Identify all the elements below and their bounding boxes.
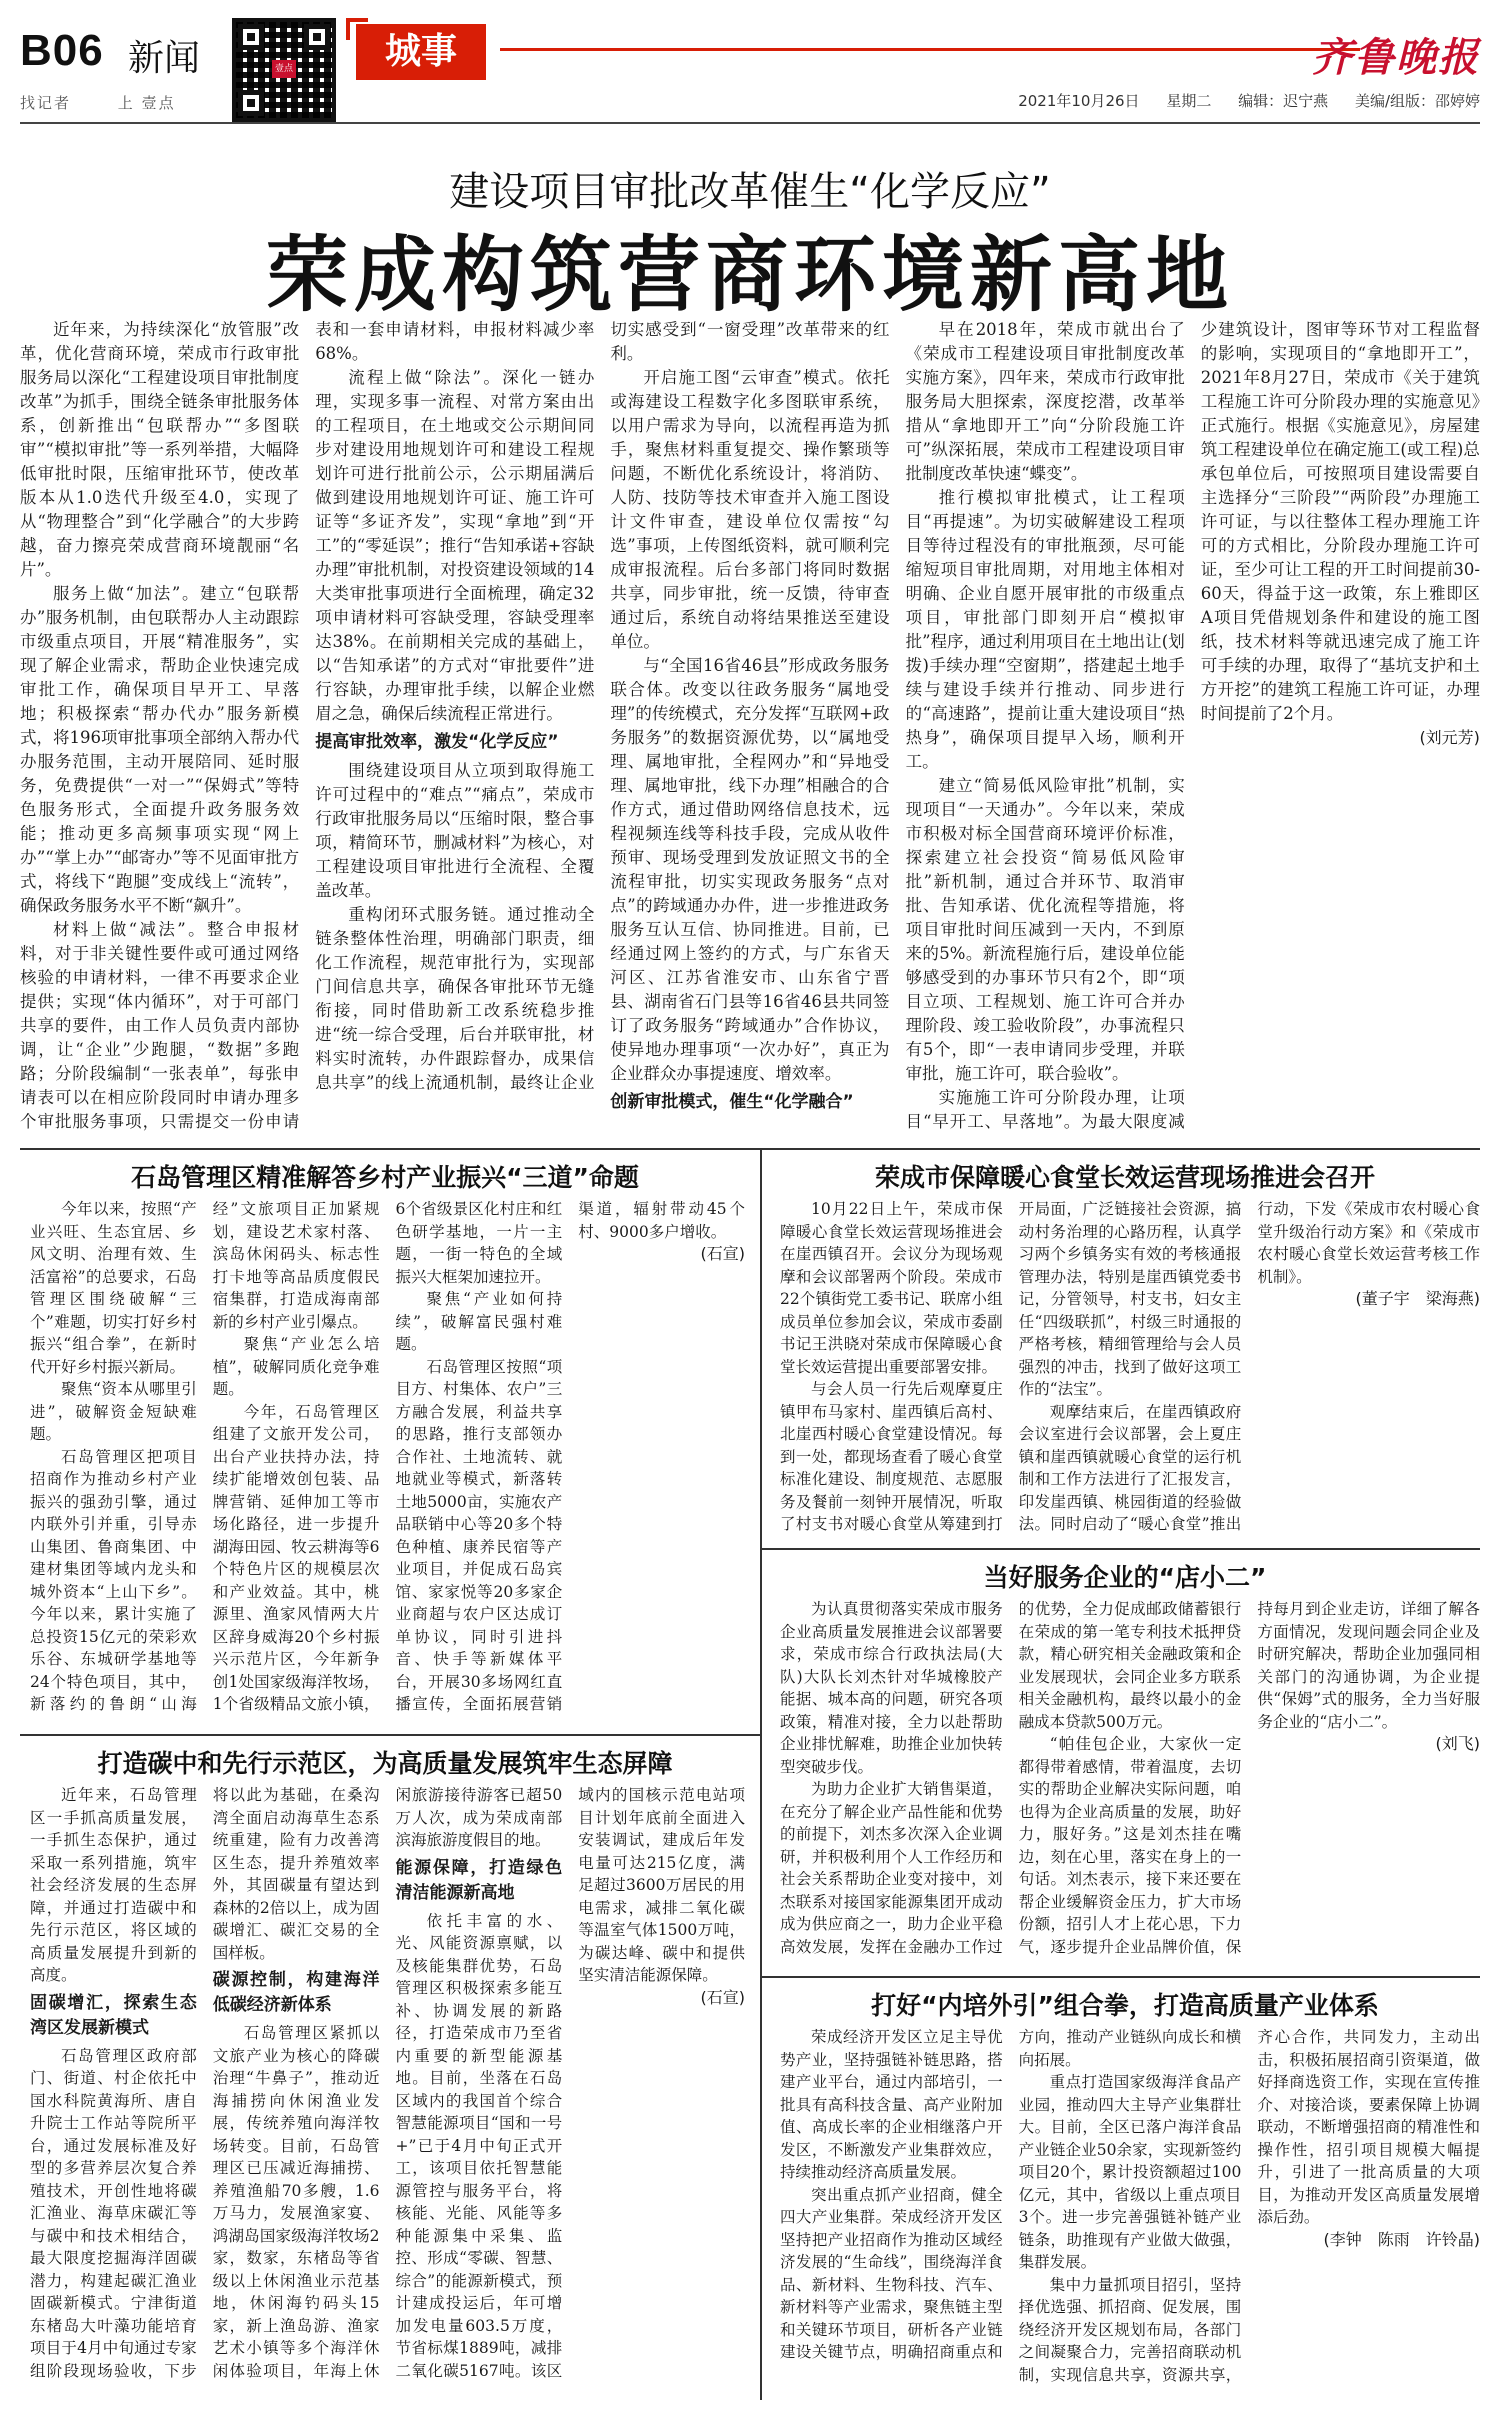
article-subhead: 能源保障，打造绿色清洁能源新高地 bbox=[395, 1857, 563, 1903]
article-paragraph: 聚焦“产业怎么培植”，破解同质化竞争难题。 bbox=[212, 1335, 380, 1398]
lead-paragraph: 材料上做“减法”。整合申报材料，对于非关键性要件或可通过网络核验的申请材料，一律不再要求企业提供；实现“体内循环”，对于可部门共享的要件，由工作人员负责内部协调，让“企业”少跑腿，“数据”多跑路；分阶段编制“一张表单”，每张申请表可以在相应阶段同时申请办理多个审批服务事项，只需提交一份申请表和一套申请材料，申报材料减少率68%。 bbox=[20, 320, 595, 1131]
lead-paragraph: 开启施工图“云审查”模式。依托或海建设工程数字化多图联审系统，以用户需求为导向，以流程再造为抓手，聚焦材料重复提交、操作繁琐等问题，不断优化系统设计，将消防、人防、技防等技术审查并入施工图设计文件审查，建设单位仅需按“勾选”事项，上传图纸资料，就可顺利完成审报流程。后台多部门将同时数据共享，同步审批，统一反馈，待审查通过后，系统自动将结果推送至建设单位。 bbox=[610, 368, 890, 651]
article-byline: (石宣) bbox=[700, 1987, 745, 2007]
divider bbox=[20, 1734, 760, 1736]
article-title: 荣成市保障暖心食堂长效运营现场推进会召开 bbox=[874, 1163, 1375, 1192]
lead-byline: (刘元芳) bbox=[1419, 728, 1480, 747]
article-industry bbox=[780, 2026, 1480, 2396]
lead-headline: 荣成构筑营商环境新高地 bbox=[265, 228, 1234, 323]
lead-paragraph: 建立“简易低风险审批”机制，实现项目“一天通办”。今年以来，荣成市积极对标全国营商环境评价标准，探索建立社会投资“简易低风险审批”新机制，通过合并环节、取消审批、告知承诺、优化流程等措施，将项目审批时间压减到一天内，不到原来的5%。新流程施行后，建设单位能够感受到的办事环节只有2个，即“项目立项、工程规划、施工许可合并办理阶段、竣工验收阶段”，办事流程只有5个，即“一表申请同步受理，并联审批，施工许可，联合验收”。 bbox=[905, 776, 1185, 1083]
masthead bbox=[20, 18, 1480, 138]
article-paragraph: 石岛管理区紧抓以文旅产业为核心的降碳治理“牛鼻子”，推动近海捕捞向休闲渔业发展，传统养殖向海洋牧场转变。目前，石岛管理区已压减近海捕捞、养殖渔船70多艘，1.6万马力，发展渔家宴、鸿湖岛国家级海洋牧场2家，数家，东楮岛等省级以上休闲渔业示范基地，休闲海钓码头15家，新上渔岛游、渔家艺术小镇等多个海洋休闲体验项目，年海上休闲旅游接待游客已超50万人次，成为荣成南部滨海旅游度假目的地。 bbox=[212, 1786, 563, 2380]
lead-subhead: 提高审批效率，激发“化学反应” bbox=[315, 732, 559, 752]
article-paragraph: 依托丰富的水、光、风能资源禀赋，以及核能集群优势，石岛管理区积极探索多能互补、协调发展的新路径，打造荣成市乃至省内重要的新型能源基地。目前，坐落在石岛区域内的我国首个综合智慧能源项目“国和一号+”已于4月中旬正式开工，该项目依托智慧能源管控与服务平台，将核能、光能、风能等多种能源集中采集、监控、形成“零碳、智慧、综合”的能源新模式，预计建成投运后，年可增加发电量603.5万度，节省标煤1889吨，减排二氧化碳5167吨。该区域内的国核示范电站项目计划年底前全面进入安装调试，建成后年发电量可达215亿度，满足超过3600万居民的用电需求，减排二氧化碳等温室气体1500万吨，为碳达峰、碳中和提供坚实清洁能源保障。 bbox=[395, 1786, 745, 2380]
lead-paragraph: 围绕建设项目从立项到取得施工许可过程中的“难点”“痛点”，荣成市行政审批服务局以“压缩时限，整合事项，精简环节，删减材料”为核心，对工程建设项目审批进行全流程、全覆盖改革。 bbox=[315, 761, 595, 900]
article-byline: (李钟 陈雨 许铃晶) bbox=[1323, 2229, 1480, 2249]
article-paragraph: 聚焦“产业如何持续”，破解富民强村难题。 bbox=[395, 1290, 563, 1353]
lead-paragraph: 流程上做“除法”。深化一链办理，实现多事一流程、对常方案由出的工程项目，在土地或交公示期间同步对建设用地规划许可和建设工程规划许可进行批前公示，公示期届满后做到建设用地规划许可证、施工许可证等“多证齐发”，实现“拿地”到“开工”的“零延误”；推行“告知承诺+容缺办理”审批机制，对投资建设领域的14大类审批事项进行全面梳理，确定32项申请材料可容缺受理，容缺受理率达38%。在前期相关完成的基础上，以“告知承诺”的方式对“审批要件”进行容缺，办理审批手续，以解企业燃眉之急，确保后续流程正常进行。 bbox=[315, 368, 595, 723]
section-tag: 城事 bbox=[356, 24, 486, 80]
article-subhead: 固碳增汇，探索生态湾区发展新模式 bbox=[30, 1992, 197, 2038]
article-byline: (董子宇 梁海燕) bbox=[1355, 1289, 1480, 1308]
article-title: 当好服务企业的“店小二” bbox=[983, 1563, 1267, 1592]
article-paragraph: 观摩结束后，在崖西镇政府会议室进行会议部署，会上夏庄镇和崖西镇就暖心食堂的运行机制和工作方法进行了汇报发言，印发崖西镇、桃园街道的经验做法。同时启动了“暖心食堂”推出行动，下发《荣成市农村暖心食堂升级治行动方案》和《荣成市农村暖心食堂长效运营考核工作机制》。 bbox=[1018, 1200, 1480, 1533]
article-shidao-sandao bbox=[30, 1198, 745, 1726]
article-paragraph: 集中力量抓项目招引，坚持择优选强、抓招商、促发展，围绕经济开发区规划布局，各部门之间凝聚合力，完善招商联动机制，实现信息共享，资源共享，齐心合作，共同发力，主动出击，积极拓展招商引资渠道，做好择商选资工作，实现在宣传推介、对接洽谈，要素保障上协调联动，不断增强招商的精准性和操作性，招引项目规模大幅提升，引进了一批高质量的大项目，为推动开发区高质量发展增添后劲。 bbox=[1018, 2028, 1480, 2384]
article-canteen bbox=[780, 1198, 1480, 1540]
dateline bbox=[996, 90, 1480, 111]
lead-paragraph: 服务上做“加法”。建立“包联帮办”服务机制，由包联帮办人主动跟踪市级重点项目，开展“精准服务”，实现了解企业需求，帮助企业快速完成审批工作，确保项目早开工、早落地；积极探索“帮办代办”服务新模式，将196项审批事项全部纳入帮办代办服务范围，主动开展陪同、延时服务，免费提供“一对一”“保姆式”等特色服务形式，全面提升政务服务效能；推动更多高频事项实现“网上办”“掌上办”“邮寄办”等不见面审批方式，将线下“跑腿”变成线上“流转”，确保政务服务水平不断“飙升”。 bbox=[20, 584, 300, 915]
editor-credit: 编辑：迟宁燕 bbox=[1238, 92, 1329, 110]
divider bbox=[762, 1976, 1480, 1978]
page-number: B06 bbox=[20, 26, 104, 75]
article-paragraph: 与会人员一行先后观摩夏庄镇甲布马家村、崖西镇后高村、北崖西村暖心食堂建设情况。每到一处，都现场查看了暖心食堂标准化建设、制度规范、志愿服务及餐前一刻钟开展情况，听取了村支书对暖心食堂从筹建到打开局面，广泛链接社会资源，搞动村务治理的心路历程，认真学习两个乡镇务实有效的考核通报管理办法，特别是崖西镇党委书记，分管领导，村支书，妇女主任“四级联抓”，村级三时通报的严格考核，精细管理给与会人员强烈的冲击，找到了做好这项工作的“法宝”。 bbox=[780, 1200, 1242, 1533]
issue-date: 2021年10月26日 bbox=[1018, 92, 1140, 110]
divider bbox=[762, 1548, 1480, 1550]
article-byline: (刘飞) bbox=[1435, 1734, 1480, 1753]
article-paragraph: “帕佳包企业，大家伙一定都得带着感情，带着温度，去切实的帮助企业解决实际问题，咱也得为企业高质量的发展，助好力，服好务。”这是刘杰挂在嘴边，刻在心里，落实在身上的一句话。刘杰表示，接下来还要在帮企业缓解资金压力，扩大市场份额，招引人才上花心思，下力气，逐步提升企业品牌价值，保持每月到企业走访，详细了解各方面情况，发现问题会同企业及时研究解决，帮助企业加强同相关部门的沟通协调，为企业提供“保姆”式的服务，全力当好服务企业的“店小二”。 bbox=[1018, 1600, 1480, 1956]
divider bbox=[20, 1148, 1480, 1150]
article-paragraph: 荣成经济开发区立足主导优势产业，坚持强链补链思路，搭建产业平台，通过内部培引，一批具有高科技含量、高产业附加值、高成长率的企业相继落户开发区，不断激发产业集群效应，持续推动经济高质量发展。 bbox=[780, 2028, 1003, 2181]
article-paragraph: 石岛管理区政府部门、街道、村企依托中国水科院黄海所、唐自升院士工作站等院所平台，通过发展标准及好型的多营养层次复合养殖技术，开创性地将碳汇渔业、海草床碳汇等与碳中和技术相结合，最大限度挖掘海洋固碳潜力，构建起碳汇渔业固碳新模式。宁津街道东楮岛大叶藻功能培育项目于4月中旬通过专家组阶段现场验收，下步将以此为基础，在桑沟湾全面启动海草生态系统重建，险有力改善湾区生态，提升养殖效率外，其固碳量有望达到森林的2倍以上，成为固碳增汇、碳汇交易的全国样板。 bbox=[30, 1786, 380, 2380]
top-red-rule bbox=[500, 48, 1360, 51]
article-shop-helper bbox=[780, 1598, 1480, 1968]
article-paragraph: 聚焦“资本从哪里引进”，破解资金短缺难题。 bbox=[30, 1380, 197, 1443]
lead-kicker: 建设项目审批改革催生“化学反应” bbox=[449, 169, 1051, 215]
designer-credit: 美编/组版：邵婷婷 bbox=[1354, 92, 1480, 110]
article-paragraph: 今年，石岛管理区组建了文旅开发公司，出台产业扶持办法，持续扩能增效创包装、品牌营销、延伸加工等市场化路径，进一步提升湖海田园、牧云耕海等6个特色片区的规模层次和产业效益。其中，桃源里、渔家风情两大片区辞身威海20个乡村振兴示范片区，今年新争创1处国家级海洋牧场，1个省级精品文旅小镇，6个省级景区化村庄和红色研学基地，一片一主题，一街一特色的全域振兴大框架加速拉开。 bbox=[212, 1200, 563, 1713]
article-paragraph: 石岛管理区按照“项目方、村集体、农户”三方融合发展，利益共享的思路，推行支部领办合作社、土地流转、就地就业等模式，新落转土地5000亩，实施农产品联销中心等20多个特色种植、康养民宿等产业项目，并促成石岛宾馆、家家悦等20多家企业商超与农户区达成订单协议，同时引进抖音、快手等新媒体平台，开展30多场网红直播宣传，全面拓展营销渠道，辐射带动45个村、9000多户增收。 bbox=[395, 1200, 745, 1713]
article-paragraph: 为认真贯彻落实荣成市服务企业高质量发展推进会议部署要求，荣成市综合行政执法局(大队)大队长刘杰针对华城橡胶产能据、城本高的问题，研究各项政策，精准对接，全力以赴帮助企业排忧解难，助推企业加快转型突破步伐。 bbox=[780, 1600, 1003, 1776]
article-paragraph: 石岛管理区把项目招商作为推动乡村产业振兴的强劲引擎，通过内联外引并重，引导赤山集团、鲁商集团、中建材集团等域内龙头和城外资本“上山下乡”。今年以来，累计实施了总投资15亿元的荣彩欢乐谷、东城研学基地等24个特色项目，其中，新落约的鲁朗“山海经”文旅项目正加紧规划，建设艺术家村落、滨岛休闲码头、标志性打卡地等高品质度假民宿集群，打造成海南部新的乡村产业引爆点。 bbox=[30, 1200, 380, 1713]
lead-paragraph: 早在2018年，荣成市就出台了《荣成市工程建设项目审批制度改革实施方案》，四年来，荣成市行政审批服务局大胆探索，深度挖潜，改革举措从“拿地即开工”向“分阶段施工许可”纵深拓展，荣成市工程建设项目审批制度改革快速“蝶变”。 bbox=[905, 320, 1185, 483]
article-paragraph: 为助力企业扩大销售渠道，在充分了解企业产品性能和优势的前提下，刘杰多次深入企业调研，并积极利用个人工作经历和社会关系帮助企业变对接中，刘杰联系对接国家能源集团开成动成为供应商之一，助力企业平稳高效发展，发挥在金融办工作过的优势，全力促成邮政储蓄银行在荣成的第一笔专利技术抵押贷款，精心研究相关金融政策和企业发展现状，会同企业多方联系相关金融机构，最终以最小的金融成本贷款500万元。 bbox=[780, 1600, 1242, 1956]
article-paragraph: 今年以来，按照“产业兴旺、生态宜居、乡风文明、治理有效、生活富裕”的总要求，石岛管理区围绕破解“三个”难题，切实打好乡村振兴“组合拳”，在新时代开好乡村振兴新局。 bbox=[30, 1200, 197, 1376]
lead-paragraph: 实施施工许可分阶段办理，让项目“早开工、早落地”。为最大限度减少建筑设计，图审等环节对工程监督的影响，实现项目的“拿地即开工”，2021年8月27日，荣成市《关于建筑工程施工许可分阶段办理的实施意见》正式施行。根据《实施意见》，房屋建筑工程建设单位在确定施工(或工程)总承包单位后，可按照项目建设需要自主选择分“三阶段”“两阶段”办理施工许可证，与以往整体工程办理施工许可的方式相比，分阶段办理施工许可证，至少可让工程的开工时间提前30-60天，得益于这一政策，东上雅即区A项目凭借规划条件和建设的施工图纸，技术材料等就迅速完成了施工许可手续的办理，取得了“基坑支护和土方开挖”的建筑工程施工许可证，办理时间提前了2个月。 bbox=[905, 320, 1480, 1131]
app-label: 上 壹点 bbox=[117, 94, 176, 112]
article-paragraph: 重点打造国家级海洋食品产业园，推动四大主导产业集群壮大。目前，全区已落户海洋食品产业链企业50余家，实现新签约项目20个，累计投资额超过100亿元，其中，省级以上重点项目3个。进一步完善强链补链产业链条，助推现有产业做大做强，集群发展。 bbox=[1018, 2073, 1242, 2271]
article-paragraph: 近年来，石岛管理区一手抓高质量发展，一手抓生态保护，通过采取一系列措施，筑牢社会经济发展的生态屏障，并通过打造碳中和先行示范区，将区域的高质量发展提升到新的高度。 bbox=[30, 1786, 197, 1984]
column-divider bbox=[760, 1150, 762, 2400]
lead-paragraph: 近年来，为持续深化“放管服”改革，优化营商环境，荣成市行政审批服务局以深化“工程建设项目审批制度改革”为抓手，围绕全链条审批服务体系，创新推出“包联帮办”“多图联审”“模拟审批”等一系列举措，大幅降低审批时限，压缩审批环节，使改革版本从1.0迭代升级至4.0，实现了从“物理整合”到“化学融合”的大步跨越，奋力擦亮荣成营商环境靓丽“名片”。 bbox=[20, 320, 300, 579]
lead-paragraph: 与“全国16省46县”形成政务服务联合体。改变以往政务服务“属地受理”的传统模式，充分发挥“互联网+政务服务”的数据资源优势，以“属地受理、属地审批，全程网办”和“异地受理、属地审批，线下办理”相融合的合作方式，通过借助网络信息技术，远程视频连线等科技手段，完成从收件预审、现场受理到发放证照文书的全流程审批，切实实现政务服务“点对点”的跨域通办办件，进一步推进政务服务互认互信、协同推进。目前，已经通过网上签约的方式，与广东省天河区、江苏省淮安市、山东省宁晋县、湖南省石门县等16省46县共同签订了政务服务“跨域通办”合作协议，使异地办理事项“一次办好”，真正为企业群众办事提速度、增效率。 bbox=[610, 656, 890, 1083]
qr-code-icon[interactable] bbox=[232, 18, 336, 122]
lead-article bbox=[20, 318, 1480, 1138]
qr-center-label: 壹点 bbox=[272, 60, 296, 78]
article-title: 打造碳中和先行示范区，为高质量发展筑牢生态屏障 bbox=[97, 1749, 673, 1778]
article-title: 打好“内培外引”组合拳，打造高质量产业体系 bbox=[871, 1991, 1379, 2020]
masthead-rule bbox=[20, 122, 1480, 124]
article-title: 石岛管理区精准解答乡村产业振兴“三道”命题 bbox=[131, 1163, 639, 1192]
lead-paragraph: 推行模拟审批模式，让工程项目“再提速”。为切实破解建设工程项目等待过程没有的审批瓶颈，尽可能缩短项目审批周期，对用地主体相对明确、企业自愿开展审批的市级重点项目，审批部门即刻开启“模拟审批”程序，通过利用项目在土地出让(划拨)手续办理“空窗期”，搭建起土地手续与建设手续并行推动、同步进行的“高速路”，提前让重大建设项目“热热身”，确保项目提早入场，顺利开工。 bbox=[905, 488, 1185, 771]
lead-paragraph: 重构闭环式服务链。通过推动全链条整体性治理，明确部门职责，细化工作流程，规范审批行为，实现部门间信息共享，确保各审批环节无缝衔接，同时借助新工改系统稳步推进“统一综合受理，后台并联审批，材料实时流转，办件跟踪督办，成果信息共享”的线上流通机制，最终让企业切实感受到“一窗受理”改革带来的红利。 bbox=[315, 320, 890, 1092]
article-paragraph: 10月22日上午，荣成市保障暖心食堂长效运营现场推进会在崖西镇召开。会议分为现场观摩和会议部署两个阶段。荣成市22个镇街党工委书记、联席小组成员单位参加会议，荣成市委副书记王洪晓对荣成市保障暖心食堂长效运营提出重要部署安排。 bbox=[780, 1200, 1003, 1376]
article-paragraph: 突出重点抓产业招商，健全四大产业集群。荣成经济开发区坚持把产业招商作为推动区域经济发展的“生命线”，围绕海洋食品、新材料、生物科技、汽车、新材料等产业需求，聚焦链主型和关键环节项目，研析各产业链建设关键节点，明确招商重点和方向，推动产业链纵向成长和横向拓展。 bbox=[780, 2028, 1242, 2361]
article-low-carbon bbox=[30, 1784, 745, 2396]
article-byline: (石宣) bbox=[700, 1244, 745, 1263]
issue-weekday: 星期二 bbox=[1166, 92, 1212, 110]
masthead-subline bbox=[20, 92, 216, 113]
newspaper-logo: 齐鲁晚报 bbox=[1312, 34, 1480, 81]
lead-subhead: 创新审批模式，催生“化学融合” bbox=[610, 1092, 854, 1112]
page-category: 新闻 bbox=[128, 38, 201, 79]
article-subhead: 碳源控制，构建海洋低碳经济新体系 bbox=[212, 1970, 380, 2015]
find-reporter-label: 找记者 bbox=[20, 94, 72, 112]
